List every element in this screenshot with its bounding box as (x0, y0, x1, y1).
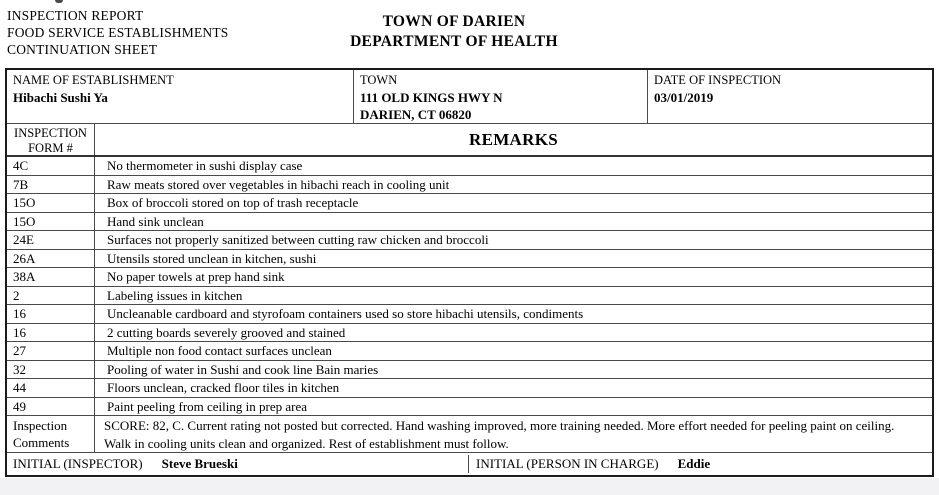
remark-cell: Box of broccoli stored on top of trash receptacle (107, 195, 359, 210)
page-edge-artifact (55, 0, 63, 3)
remark-cell: Floors unclean, cracked floor tiles in kitchen (107, 380, 340, 395)
form-number-cell: 44 (7, 379, 95, 397)
remark-cell: Uncleanable cardboard and styrofoam containers used so store hibachi utensils, condiments (107, 306, 584, 321)
inspection-date-cell (648, 70, 932, 123)
remark-cell: Pooling of water in Sushi and cook line Bain maries (107, 361, 379, 377)
form-number-cell: 26A (7, 250, 95, 268)
remark-cell: 2 cutting boards severely grooved and stained (107, 324, 346, 340)
remarks-column-header: REMARKS (469, 129, 558, 149)
establishment-label: NAME OF ESTABLISHMENT (13, 73, 174, 87)
remark-cell: Multiple non food contact surfaces unclean (107, 343, 332, 358)
inspection-date-value: 03/01/2019 (654, 90, 714, 105)
inspection-comments-label-line1: Inspection (13, 418, 68, 433)
form-number-cell: 15O (7, 213, 95, 231)
report-type-header (7, 7, 229, 58)
form-number-header-line2: FORM # (28, 141, 73, 155)
person-in-charge-initial-value: Eddie (677, 456, 711, 471)
remark-row (7, 268, 932, 287)
form-number-column-header (7, 124, 95, 155)
department-title (298, 12, 610, 51)
inspection-comments-text: SCORE: 82, C. Current rating not posted but corrected. Hand washing improved, more training needed. More effort needed for peeling paint on ceiling. Walk in cooling units clean and organized. Rest of establishment must follow. (104, 418, 895, 451)
remark-row (7, 231, 932, 250)
remark-row (7, 194, 932, 213)
form-number-header-line1: INSPECTION (14, 126, 87, 140)
establishment-value: Hibachi Sushi Ya (13, 90, 108, 105)
department-title-line2: DEPARTMENT OF HEALTH (350, 32, 558, 50)
remark-row (7, 213, 932, 232)
remark-row (7, 250, 932, 269)
inspection-comments-row (7, 416, 932, 453)
person-in-charge-initial-label: INITIAL (PERSON IN CHARGE) (476, 456, 659, 471)
remark-row (7, 379, 932, 398)
remark-row (7, 287, 932, 306)
remark-row (7, 305, 932, 324)
town-label: TOWN (360, 73, 398, 87)
remarks-header-row (7, 124, 932, 157)
inspector-initial-label: INITIAL (INSPECTOR) (13, 456, 143, 471)
window-footer-background (0, 478, 939, 495)
remark-cell: Labeling issues in kitchen (107, 287, 243, 303)
form-number-cell: 32 (7, 361, 95, 379)
town-address-line2: DARIEN, CT 06820 (360, 107, 472, 122)
form-number-cell: 49 (7, 398, 95, 416)
inspection-comments-label-line2: Comments (13, 435, 70, 450)
remark-cell: No thermometer in sushi display case (107, 158, 303, 173)
remark-cell: No paper towels at prep hand sink (107, 269, 285, 284)
inspection-comments-label (7, 416, 95, 452)
town-address-line1: 111 OLD KINGS HWY N (360, 90, 503, 105)
remark-row (7, 361, 932, 380)
info-row (7, 70, 932, 124)
remark-cell: Surfaces not properly sanitized between cutting raw chicken and broccoli (107, 232, 489, 247)
report-type-line1: INSPECTION REPORT (7, 8, 144, 23)
report-type-line2: FOOD SERVICE ESTABLISHMENTS (7, 25, 229, 40)
form-number-cell: 4C (7, 157, 95, 175)
remark-row (7, 157, 932, 176)
form-number-cell: 16 (7, 305, 95, 323)
form-number-cell: 7B (7, 176, 95, 194)
form-number-cell: 27 (7, 342, 95, 360)
form-number-cell: 15O (7, 194, 95, 212)
form-number-cell: 2 (7, 287, 95, 305)
remark-row (7, 324, 932, 343)
remark-cell: Paint peeling from ceiling in prep area (107, 398, 307, 414)
remark-cell: Raw meats stored over vegetables in hibachi reach in cooling unit (107, 176, 450, 192)
remarks-rows (7, 157, 932, 416)
department-title-line1: TOWN OF DARIEN (382, 13, 526, 30)
establishment-cell (7, 70, 354, 123)
person-in-charge-initial-cell (469, 455, 932, 473)
remark-cell: Hand sink unclean (107, 213, 204, 229)
initials-row (7, 453, 932, 475)
form-number-cell: 16 (7, 324, 95, 342)
remark-row (7, 176, 932, 195)
remark-row (7, 342, 932, 361)
inspection-date-label: DATE OF INSPECTION (654, 73, 782, 87)
inspector-initial-cell (7, 455, 469, 473)
form-number-cell: 38A (7, 268, 95, 286)
remark-row (7, 398, 932, 417)
remark-cell: Utensils stored unclean in kitchen, sushi (107, 250, 317, 266)
form-number-cell: 24E (7, 231, 95, 249)
town-cell (354, 70, 648, 123)
inspector-initial-value: Steve Brueski (161, 456, 238, 471)
inspection-report-table (5, 68, 934, 477)
report-type-line3: CONTINUATION SHEET (7, 42, 158, 57)
